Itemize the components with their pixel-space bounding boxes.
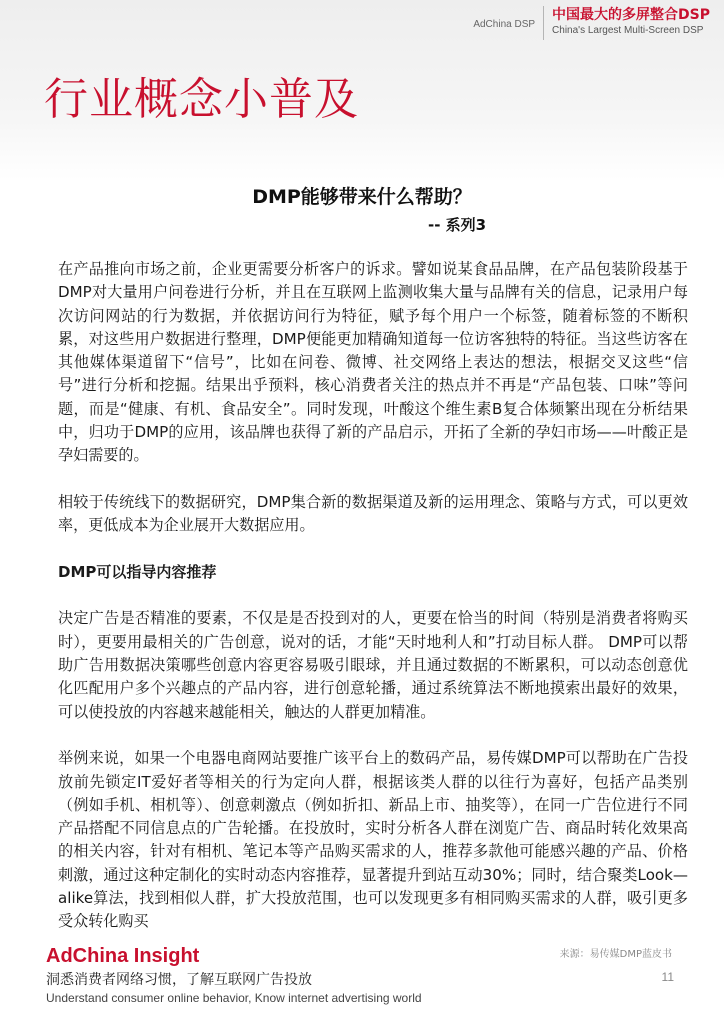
series-tag: -- 系列3 (428, 216, 487, 234)
brand-en: China's Largest Multi-Screen DSP (552, 25, 704, 36)
brand-divider (543, 6, 544, 40)
footer-source: 来源：易传媒DMP蓝皮书 (559, 949, 672, 960)
paragraph-2: 相较于传统线下的数据研究，DMP集合新的数据渠道及新的运用理念、策略与方式，可以更效率，更低成本为企业展开大数据应用。 (58, 492, 688, 535)
footer-brand (46, 944, 422, 1006)
paragraph-1: 在产品推向市场之前，企业更需要分析客户的诉求。譬如说某食品品牌，在产品包装阶段基于DMP对大量用户问卷进行分析，并且在互联网上监测收集大量与品牌有关的信息，记录用户每次访问网站的行为数据，并依据访问行为特征，赋予每个用户一个标签，随着标签的不断积累，对这些用户数据进行整理，DMP便能更加精确知道每一位访客独特的特征。当这些访客在其他媒体渠道留下“信号”，比如在问卷、微博、社交网络上表达的想法，根据交叉这些“信号”进行分析和挖掘。结果出乎预料，核心消费者关注的热点并不再是“产品包装、口味”等问题，而是“健康、有机、食品安全”。同时发现，叶酸这个维生素B复合体频繁出现在分析结果中，归功于DMP的应用，该品牌也获得了新的产品启示，开拓了全新的孕妇市场——叶酸正是孕妇需要的。 (58, 260, 688, 465)
article-body (58, 258, 688, 957)
article-title: DMP能够带来什么帮助？ (252, 186, 472, 208)
brand-small: AdChina DSP (473, 19, 536, 30)
paragraph-4: 举例来说，如果一个电器电商网站要推广该平台上的数码产品，易传媒DMP可以帮助在广告投放前先锁定IT爱好者等相关的行为定向人群，根据该类人群的以往行为喜好，包括产品类别（例如手机、相机等）、创意刺激点（例如折扣、新品上市、抽奖等），在同一广告位进行不同产品搭配不同信息点的广告轮播。在投放时，实时分析各人群在浏览广告、商品时转化效果高的相关内容，针对有相机、笔记本等产品购买需求的人，推荐多款他可能感兴趣的产品、价格刺激，通过这种定制化的实时动态内容推荐，显著提升到站互动30%；同时，结合聚类Look—alike算法，找到相似人群，扩大投放范围，也可以发现更多有相同购买需求的人群，吸引更多受众转化购买 (58, 749, 688, 931)
footer-brand-name: AdChina Insight (46, 945, 200, 967)
section-title: 行业概念小普及 (44, 74, 359, 125)
footer-slogan-cn: 洞悉消费者网络习惯，了解互联网广告投放 (46, 972, 312, 988)
brand-cn: 中国最大的多屏整合DSP (552, 7, 710, 23)
paragraph-3: 决定广告是否精准的要素，不仅是是否投到对的人，更要在恰当的时间（特别是消费者将购买时），更要用最相关的广告创意，说对的话，才能“天时地利人和”打动目标人群。 DMP可以帮助广告用数据决策哪些创意内容更容易吸引眼球，并且通过数据的不断累积，可以动态创意优化匹配用户多个兴趣点的产品内容，进行创意轮播，通过系统算法不断地摸索出最好的效果，可以使投放的内容越来越能相关，触达的人群更加精准。 (58, 609, 688, 721)
subheading: DMP可以指导内容推荐 (58, 562, 217, 581)
footer-slogan-en: Understand consumer online behavior, Know internet advertising world (46, 991, 422, 1005)
page-number: 11 (661, 970, 674, 984)
brand-lines (552, 6, 710, 38)
header-brand (473, 6, 710, 42)
